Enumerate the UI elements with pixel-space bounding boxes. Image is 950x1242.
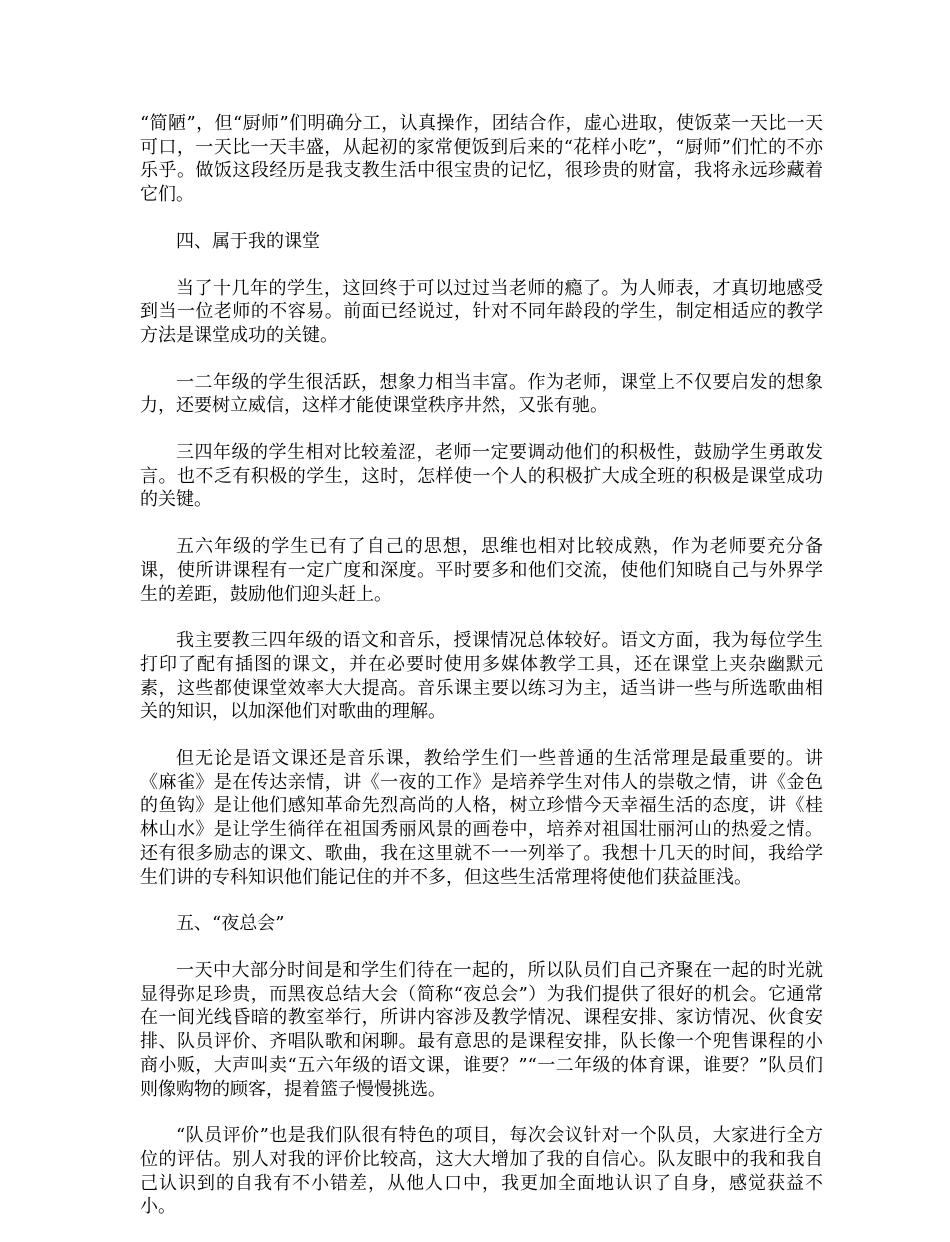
paragraph: 但无论是语文课还是音乐课，教给学生们一些普通的生活常理是最重要的。讲《麻雀》是在传达亲情，讲《一夜的工作》是培养学生对伟人的崇敬之情，讲《金色的鱼钩》是让他们感知革命先烈高尚的人格，树立珍惜今天幸福生活的态度，讲《桂林山水》是让学生徜徉在祖国秀丽风景的画卷中，培养对祖国壮丽河山的热爱之情。还有很多励志的课文、歌曲，我在这里就不一一列举了。我想十几天的时间，我给学生们讲的专科知识他们能记住的并不多，但这些生活常理将使他们获益匪浅。 <box>140 748 823 888</box>
paragraph: 一天中大部分时间是和学生们待在一起的，所以队员们自己齐聚在一起的时光就显得弥足珍贵，而黑夜总结大会（简称“夜总会”）为我们提供了很好的机会。它通常在一间光线昏暗的教室举行，所讲内容涉及教学情况、课程安排、家访情况、伙食安排、队员评价、齐唱队歌和闲聊。最有意思的是课程安排，队长像一个兜售课程的小商小贩，大声叫卖“五六年级的语文课，谁要？”“一二年级的体育课，谁要？”队员们则像购物的顾客，提着篮子慢慢挑选。 <box>140 959 823 1100</box>
paragraph: 五六年级的学生已有了自己的思想，思维也相对比较成熟，作为老师要充分备课，使所讲课程有一定广度和深度。平时要多和他们交流，使他们知晓自己与外界学生的差距，鼓励他们迎头赶上。 <box>140 536 823 605</box>
paragraph: 我主要教三四年级的语文和音乐，授课情况总体较好。语文方面，我为每位学生打印了配有插图的课文，并在必要时使用多媒体教学工具，还在课堂上夹杂幽默元素，这些都使课堂效率大大提高。音乐课主要以练习为主，适当讲一些与所选歌曲相关的知识，以加深他们对歌曲的理解。 <box>140 630 823 723</box>
document-page <box>140 112 823 1242</box>
section-heading: 四、属于我的课堂 <box>176 230 320 252</box>
paragraph: 一二年级的学生很活跃，想象力相当丰富。作为老师，课堂上不仅要启发的想象力，还要树立威信，这样才能使课堂秩序井然，又张有驰。 <box>140 371 823 417</box>
paragraph: “简陋”，但“厨师”们明确分工，认真操作，团结合作，虚心进取，使饭菜一天比一天可口，一天比一天丰盛，从起初的家常便饭到后来的“花样小吃”，“厨师”们忙的不亦乐乎。做饭这段经历是我支教生活中很宝贵的记忆，很珍贵的财富，我将永远珍藏着它们。 <box>140 113 823 206</box>
paragraph: 当了十几年的学生，这回终于可以过过当老师的瘾了。为人师表，才真切地感受到当一位老师的不容易。前面已经说过，针对不同年龄段的学生，制定相适应的教学方法是课堂成功的关键。 <box>140 277 823 346</box>
paragraph: 三四年级的学生相对比较羞涩，老师一定要调动他们的积极性，鼓励学生勇敢发言。也不乏有积极的学生，这时，怎样使一个人的积极扩大成全班的积极是课堂成功的关键。 <box>140 442 823 511</box>
section-heading: 五、“夜总会” <box>176 913 285 935</box>
paragraph: “队员评价”也是我们队很有特色的项目，每次会议针对一个队员，大家进行全方位的评估。别人对我的评价比较高，这大大增加了我的自信心。队友眼中的我和我自己认识到的自我有不小错差，从他人口中，我更加全面地认识了自身，感觉获益不小。 <box>140 1125 823 1218</box>
